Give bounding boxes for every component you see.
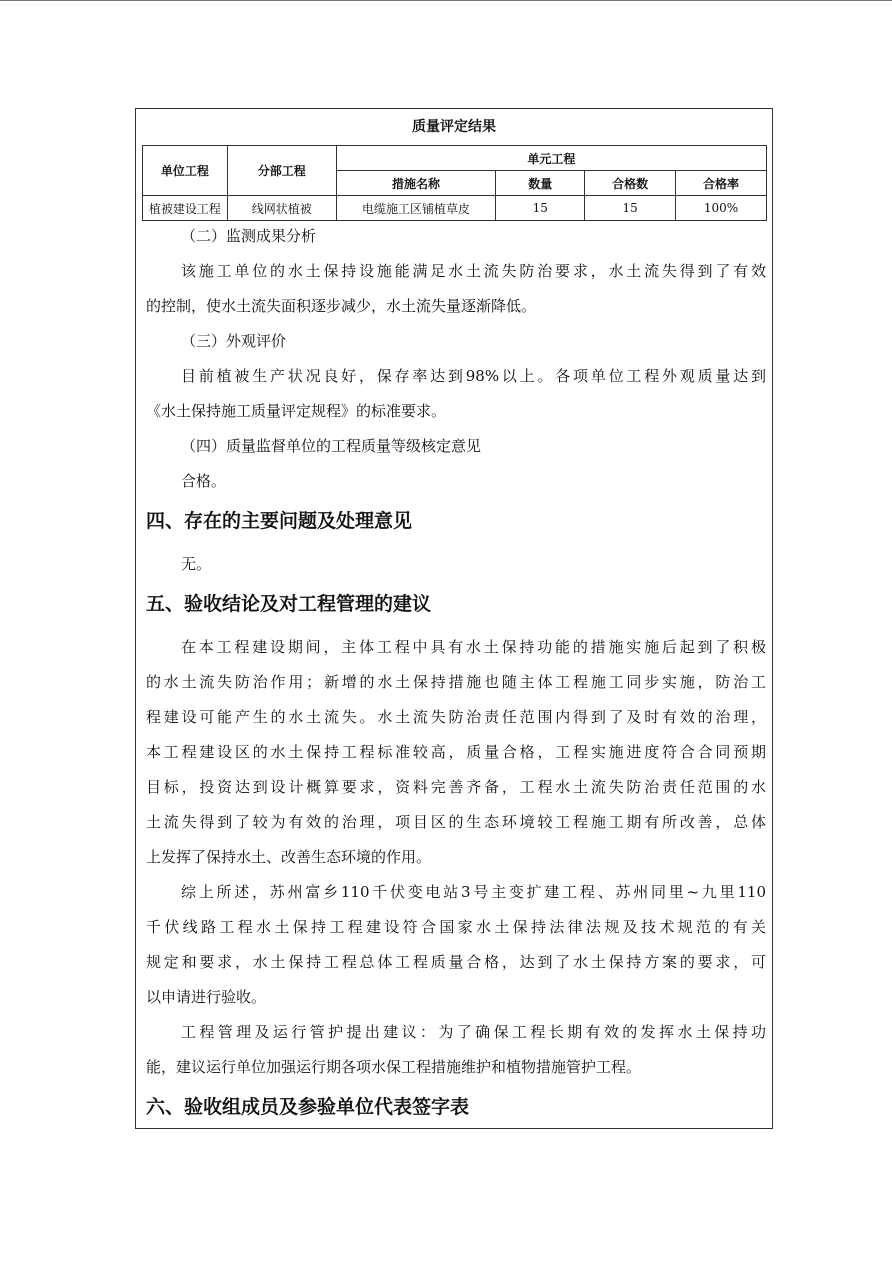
paragraph-line: 千伏线路工程水土保持工程建设符合国家水土保持法律法规及技术规范的有关 [146, 918, 766, 936]
paragraph-line: 《水土保持施工质量评定规程》的标准要求。 [146, 402, 447, 420]
cell-quantity: 15 [496, 196, 585, 221]
cell-unit-project: 植被建设工程 [143, 196, 228, 221]
paragraph-line: 以申请进行验收。 [146, 988, 267, 1006]
cell-qualified-rate: 100% [676, 196, 767, 221]
paragraph-line: 的控制，使水土流失面积逐步减少，水土流失量逐渐降低。 [146, 297, 537, 315]
paragraph-line: 合格。 [181, 472, 227, 490]
paragraph-line: 目标，投资达到设计概算要求，资料完善齐备，工程水土流失防治责任范围的水 [146, 778, 766, 796]
header-measure-name: 措施名称 [336, 171, 496, 196]
table-title: 质量评定结果 [412, 119, 496, 135]
heading-signatures: 六、验收组成员及参验单位代表签字表 [146, 1096, 470, 1118]
heading-issues: 四、存在的主要问题及处理意见 [146, 510, 413, 532]
header-qualified-count: 合格数 [585, 171, 676, 196]
paragraph-line: 土流失得到了较为有效的治理，项目区的生态环境较工程施工期有所改善，总体 [146, 813, 766, 831]
paragraph-line: 目前植被生产状况良好，保存率达到98%以上。各项单位工程外观质量达到 [181, 367, 766, 385]
header-sub-project: 分部工程 [227, 146, 336, 196]
page-top-rule [0, 0, 892, 1]
paragraph-line: 无。 [181, 555, 212, 573]
header-qualified-rate: 合格率 [676, 171, 767, 196]
cell-qualified-count: 15 [585, 196, 676, 221]
section-supervision-heading: （四）质量监督单位的工程质量等级核定意见 [181, 437, 482, 455]
paragraph-line: 工程管理及运行管护提出建议：为了确保工程长期有效的发挥水土保持功 [181, 1023, 766, 1041]
header-element-project: 单元工程 [336, 146, 766, 171]
header-unit-project: 单位工程 [143, 146, 228, 196]
paragraph-line: 上发挥了保持水土、改善生态环境的作用。 [146, 848, 432, 866]
paragraph-line: 在本工程建设期间，主体工程中具有水土保持功能的措施实施后起到了积极 [181, 638, 766, 656]
section-monitoring-heading: （二）监测成果分析 [181, 227, 317, 245]
paragraph-line: 本工程建设区的水土保持工程标准较高，质量合格，工程实施进度符合合同预期 [146, 743, 766, 761]
paragraph-line: 该施工单位的水土保持设施能满足水土流失防治要求，水土流失得到了有效 [181, 262, 766, 280]
cell-measure-name: 电缆施工区铺植草皮 [336, 196, 496, 221]
table-row [143, 196, 767, 221]
paragraph-line: 程建设可能产生的水土流失。水土流失防治责任范围内得到了及时有效的治理， [146, 708, 766, 726]
cell-sub-project: 线网状植被 [227, 196, 336, 221]
paragraph-line: 的水土流失防治作用；新增的水土保持措施也随主体工程施工同步实施，防治工 [146, 673, 766, 691]
heading-conclusion: 五、验收结论及对工程管理的建议 [146, 593, 432, 615]
paragraph-line: 能，建议运行单位加强运行期各项水保工程措施维护和植物措施管护工程。 [146, 1058, 642, 1076]
paragraph-line: 综上所述，苏州富乡110千伏变电站3号主变扩建工程、苏州同里~九里110 [181, 883, 766, 901]
paragraph-line: 规定和要求，水土保持工程总体工程质量合格，达到了水土保持方案的要求，可 [146, 953, 766, 971]
header-quantity: 数量 [496, 171, 585, 196]
document-frame [135, 108, 773, 1129]
quality-grade-table [142, 145, 767, 221]
section-appearance-heading: （三）外观评价 [181, 332, 287, 350]
